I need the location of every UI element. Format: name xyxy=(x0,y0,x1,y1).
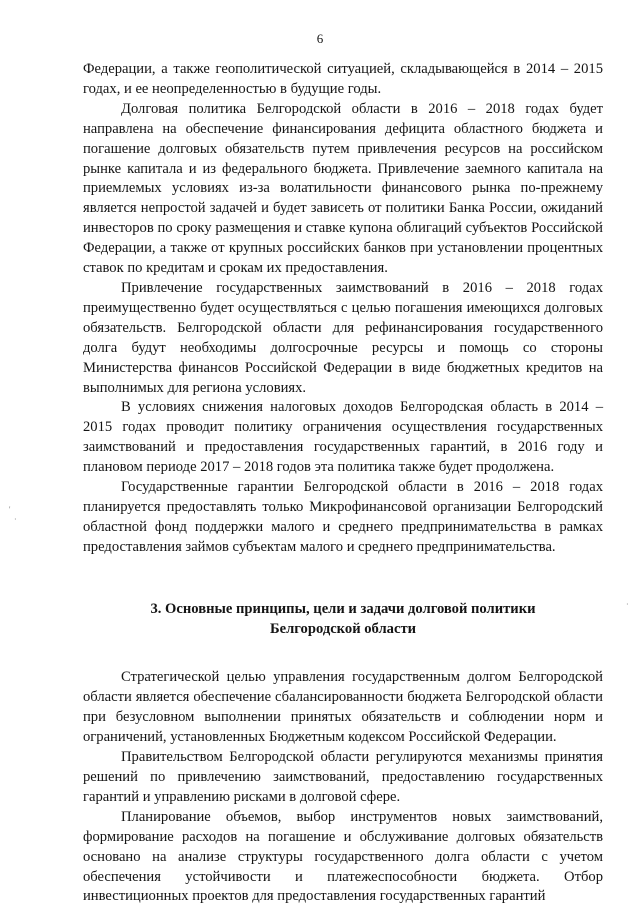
page-number: 6 xyxy=(316,31,324,46)
paragraph: Государственные гарантии Белгородской области в 2016 – 2018 годах планируется предоставлять только Микрофинансовой организации Белгородский областной фонд поддержки малого и среднего предпринимательства в рамках предоставления займов субъектам малого и среднего предпринимательства. xyxy=(83,479,603,555)
section-heading-line: 3. Основные принципы, цели и задачи долговой политики xyxy=(150,600,536,617)
paragraph: Правительством Белгородской области регулируются механизмы принятия решений по привлечению заимствований, предоставлению государственных гарантий и управлению рисками в долговой сфере. xyxy=(83,749,603,805)
paragraph: Планирование объемов, выбор инструментов новых заимствований, формирование расходов на погашение и обслуживание долговых обязательств основано на анализе структуры государственного долга области с учетом обеспечения устойчивости и платежеспособности бюджета. Отбор инвестиционных проектов для предоставления государственных гарантий xyxy=(83,808,603,905)
section-heading xyxy=(83,600,603,640)
scan-mark: · xyxy=(626,600,629,609)
paragraph: Стратегической целью управления государственным долгом Белгородской области является обеспечение сбалансированности бюджета Белгородской области при безусловном выполнении принятых обязательств и соблюдении норм и ограничений, установленных Бюджетным кодексом Российской Федерации. xyxy=(83,669,603,746)
paragraph-continued: Федерации, а также геополитической ситуацией, складывающейся в 2014 – 2015 годах, и ее неопределенностью в будущие годы. xyxy=(83,61,603,97)
scan-mark: ' xyxy=(9,505,11,514)
section-heading-line: Белгородской области xyxy=(269,620,417,637)
paragraph: Долговая политика Белгородской области в 2016 – 2018 годах будет направлена на обеспечение финансирования дефицита областного бюджета и погашение долговых обязательств путем привлечения ресурсов на российском рынке капитала и из федерального бюджета. Привлечение заемного капитала на приемлемых условиях из-за волатильности финансового рынка по-прежнему является непростой задачей и будет зависеть от политики Банка России, ожиданий инвесторов по сроку размещения и ставке купона облигаций субъектов Российской Федерации, а также от крупных российских банков при установлении процентных ставок по кредитам и срокам их предоставления. xyxy=(83,100,603,277)
page-body xyxy=(83,60,603,907)
scan-mark: · xyxy=(14,515,17,524)
paragraph: В условиях снижения налоговых доходов Белгородская область в 2014 – 2015 годах проводит политику ограничения осуществления государственных заимствований и предоставления государственных гарантий, в 2016 году и плановом периоде 2017 – 2018 годов эта политика также будет продолжена. xyxy=(83,399,603,476)
paragraph: Привлечение государственных заимствований в 2016 – 2018 годах преимущественно будет осуществляться с целью погашения имеющихся долговых обязательств. Белгородской области для рефинансирования государственного долга будут необходимы долгосрочные ресурсы и помощь со стороны Министерства финансов Российской Федерации в виде бюджетных кредитов на выполнимых для региона условиях. xyxy=(83,279,603,396)
